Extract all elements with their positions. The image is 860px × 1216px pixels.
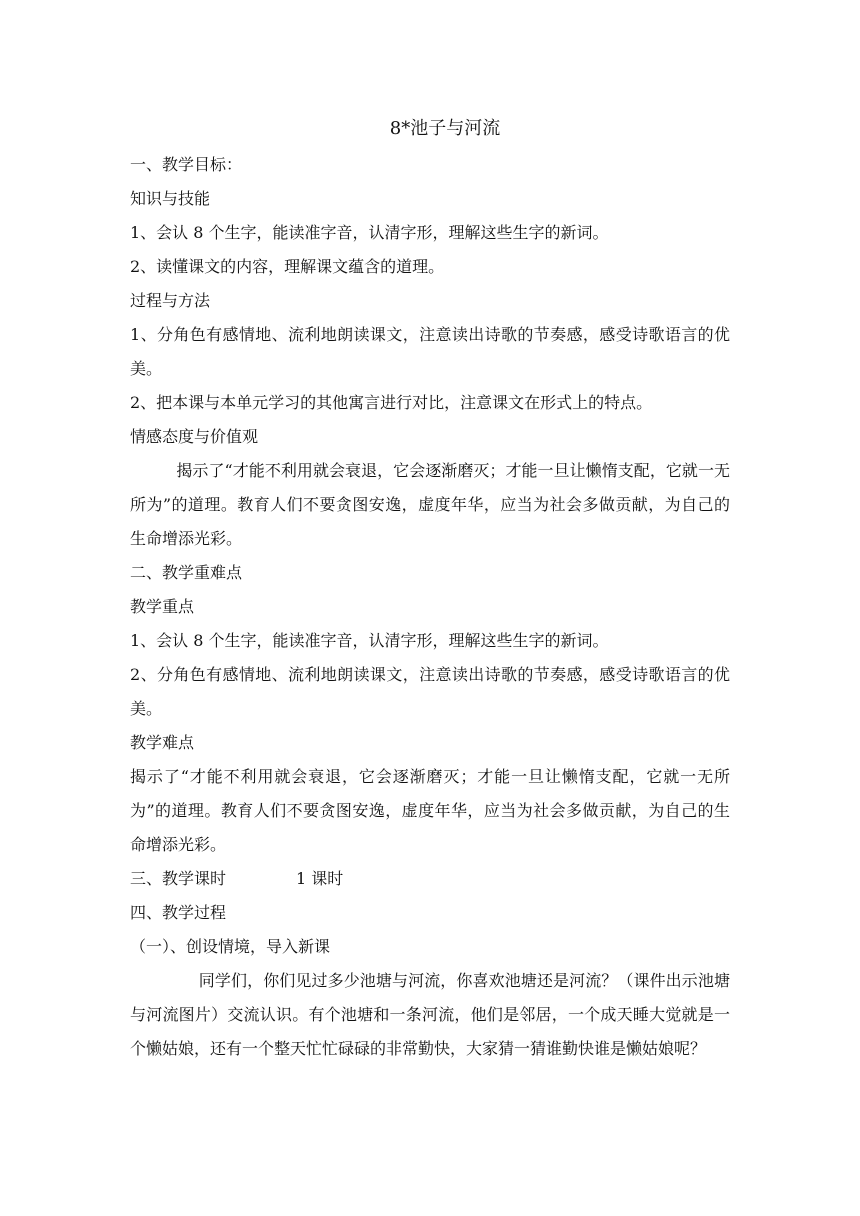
- document-body: [130, 114, 730, 1066]
- section-row-class-hours: [130, 862, 730, 896]
- knowledge-item-1: 1、会认 8 个生字，能读准字音，认清字形，理解这些生字的新词。: [130, 223, 609, 242]
- subheading-knowledge-skills: 知识与技能: [130, 189, 211, 208]
- section-heading-key-difficult: 二、教学重难点: [130, 563, 243, 582]
- subheading-emotion-values: 情感态度与价值观: [130, 427, 259, 446]
- process-item-2: 2、把本课与本单元学习的其他寓言进行对比，注意课文在形式上的特点。: [130, 393, 653, 412]
- process-item-1: 1、分角色有感情地、流利地朗读课文，注意读出诗歌的节奏感，感受诗歌语言的优美。: [130, 325, 730, 378]
- subheading-difficult-points: 教学难点: [130, 733, 195, 752]
- knowledge-item-2: 2、读懂课文的内容，理解课文蕴含的道理。: [130, 257, 445, 276]
- section-heading-teaching-process: 四、教学过程: [130, 903, 227, 922]
- subheading-process-method: 过程与方法: [130, 291, 211, 310]
- key-point-item-1: 1、会认 8 个生字，能读准字音，认清字形，理解这些生字的新词。: [130, 631, 609, 650]
- class-hours-value: 1 课时: [296, 869, 344, 888]
- document-title: 8*池子与河流: [389, 118, 501, 139]
- section-heading-class-hours: 三、教学课时: [130, 869, 227, 888]
- emotion-values-paragraph: 揭示了“才能不利用就会衰退，它会逐渐磨灭；才能一旦让懒惰支配，它就一无所为”的道理。教育人们不要贪图安逸，虚度年华，应当为社会多做贡献，为自己的生命增添光彩。: [130, 461, 730, 548]
- key-point-item-2: 2、分角色有感情地、流利地朗读课文，注意读出诗歌的节奏感，感受诗歌语言的优美。: [130, 665, 730, 718]
- create-situation-paragraph: 同学们，你们见过多少池塘与河流，你喜欢池塘还是河流？（课件出示池塘与河流图片）交流认识。有个池塘和一条河流，他们是邻居，一个成天睡大觉就是一个懒姑娘，还有一个整天忙忙碌碌的非常勤快，大家猜一猜谁勤快谁是懒姑娘呢？: [130, 971, 730, 1058]
- subheading-key-points: 教学重点: [130, 597, 195, 616]
- section-heading-objectives: 一、教学目标：: [130, 155, 243, 174]
- difficult-points-paragraph: 揭示了“才能不利用就会衰退，它会逐渐磨灭；才能一旦让懒惰支配，它就一无所为”的道理。教育人们不要贪图安逸，虚度年华，应当为社会多做贡献，为自己的生命增添光彩。: [130, 767, 730, 854]
- subheading-create-situation: （一）、创设情境，导入新课: [130, 937, 331, 956]
